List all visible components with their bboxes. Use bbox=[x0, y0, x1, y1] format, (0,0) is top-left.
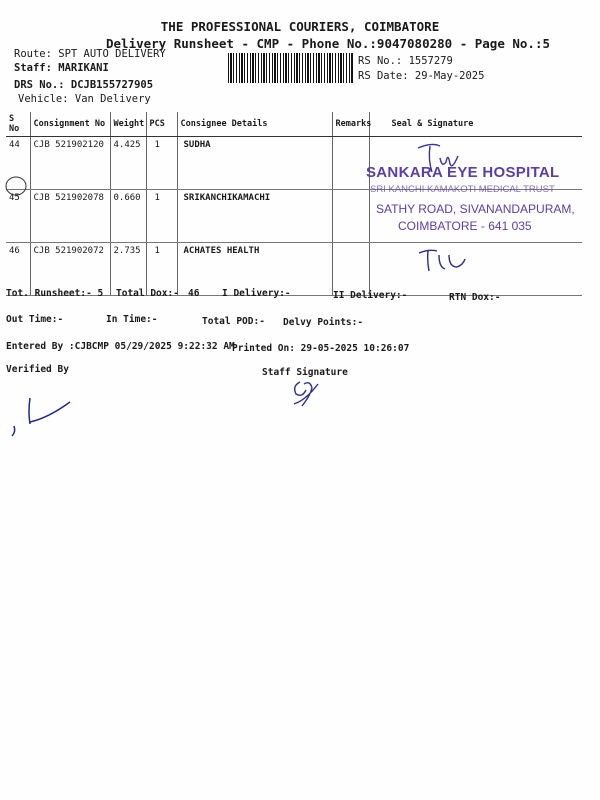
cell-seal bbox=[369, 190, 582, 243]
stamp-line4: COIMBATORE - 641 035 bbox=[398, 219, 532, 233]
cell-weight: 4.425 bbox=[110, 137, 146, 190]
verifier-signature-icon bbox=[4, 392, 79, 440]
delvy-points: Delvy Points:- bbox=[283, 317, 364, 328]
cell-sno: 45 bbox=[6, 190, 30, 243]
verified-by: Verified By bbox=[6, 364, 69, 375]
entered-by: Entered By :CJBCMP 05/29/2025 9:22:32 AM bbox=[6, 341, 235, 352]
cell-weight: 2.735 bbox=[110, 243, 146, 296]
cell-sno: 44 bbox=[6, 137, 30, 190]
in-time: In Time:- bbox=[106, 314, 158, 325]
vehicle-label: Vehicle: Van Delivery bbox=[18, 93, 151, 105]
staff-signature-icon bbox=[288, 376, 328, 412]
stamp-line3: SATHY ROAD, SIVANANDAPURAM, bbox=[376, 202, 575, 216]
cell-pcs: 1 bbox=[146, 243, 177, 296]
col-sno: S No bbox=[6, 112, 30, 137]
barcode-image bbox=[228, 53, 353, 83]
col-seal: Seal & Signature bbox=[369, 112, 582, 137]
total-dox-label: Total Dox:- bbox=[116, 288, 179, 299]
rtn-dox: RTN Dox:- bbox=[449, 292, 501, 303]
col-remarks: Remarks bbox=[332, 112, 369, 137]
table-row bbox=[6, 137, 582, 190]
cell-remarks bbox=[332, 137, 369, 190]
table-header-row bbox=[6, 112, 582, 137]
signature-icon bbox=[415, 245, 475, 275]
cell-consignee: ACHATES HEALTH bbox=[177, 243, 332, 296]
signature-icon bbox=[410, 138, 470, 178]
stamp-line1: SANKARA EYE HOSPITAL bbox=[366, 164, 560, 181]
tot-runsheet: Tot. Runsheet:- 5 bbox=[6, 288, 104, 299]
printed-on: Printed On: 29-05-2025 10:26:07 bbox=[232, 343, 410, 354]
col-consignment: Consignment No bbox=[30, 112, 110, 137]
col-consignee: Consignee Details bbox=[177, 112, 332, 137]
col-pcs: PCS bbox=[146, 112, 177, 137]
company-title: THE PROFESSIONAL COURIERS, COIMBATORE bbox=[160, 19, 440, 34]
cell-seal bbox=[369, 243, 582, 296]
cell-pcs: 1 bbox=[146, 190, 177, 243]
total-dox-value: 46 bbox=[188, 288, 200, 299]
i-delivery: I Delivery:- bbox=[222, 288, 291, 299]
cell-remarks bbox=[332, 243, 369, 296]
cell-consignment: CJB 521902120 bbox=[30, 137, 110, 190]
cell-consignee: SUDHA bbox=[177, 137, 332, 190]
rs-number: RS No.: 1557279 bbox=[358, 55, 453, 67]
drs-number: DRS No.: DCJB155727905 bbox=[14, 79, 154, 91]
cell-weight: 0.660 bbox=[110, 190, 146, 243]
stamp-line2: SRI KANCHI KAMAKOTI MEDICAL TRUST bbox=[370, 184, 555, 195]
staff-signature-label: Staff Signature bbox=[262, 367, 348, 378]
route-label: Route: SPT AUTO DELIVERY bbox=[14, 48, 166, 60]
staff-label: Staff: MARIKANI bbox=[14, 62, 109, 74]
cell-consignment: CJB 521902072 bbox=[30, 243, 110, 296]
cell-pcs: 1 bbox=[146, 137, 177, 190]
cell-seal bbox=[369, 137, 582, 190]
circle-mark-icon bbox=[4, 175, 30, 197]
runsheet-subtitle: Delivery Runsheet - CMP - Phone No.:9047080280 - Page No.:5 bbox=[106, 36, 551, 51]
table-row bbox=[6, 190, 582, 243]
out-time: Out Time:- bbox=[6, 314, 64, 325]
rs-date: RS Date: 29-May-2025 bbox=[358, 70, 485, 82]
total-pod: Total POD:- bbox=[202, 316, 265, 327]
cell-consignee: SRIKANCHIKAMACHI bbox=[177, 190, 332, 243]
ii-delivery: II Delivery:- bbox=[333, 290, 408, 301]
cell-sno: 46 bbox=[6, 243, 30, 296]
cell-remarks bbox=[332, 190, 369, 243]
cell-consignment: CJB 521902078 bbox=[30, 190, 110, 243]
col-weight: Weight bbox=[110, 112, 146, 137]
